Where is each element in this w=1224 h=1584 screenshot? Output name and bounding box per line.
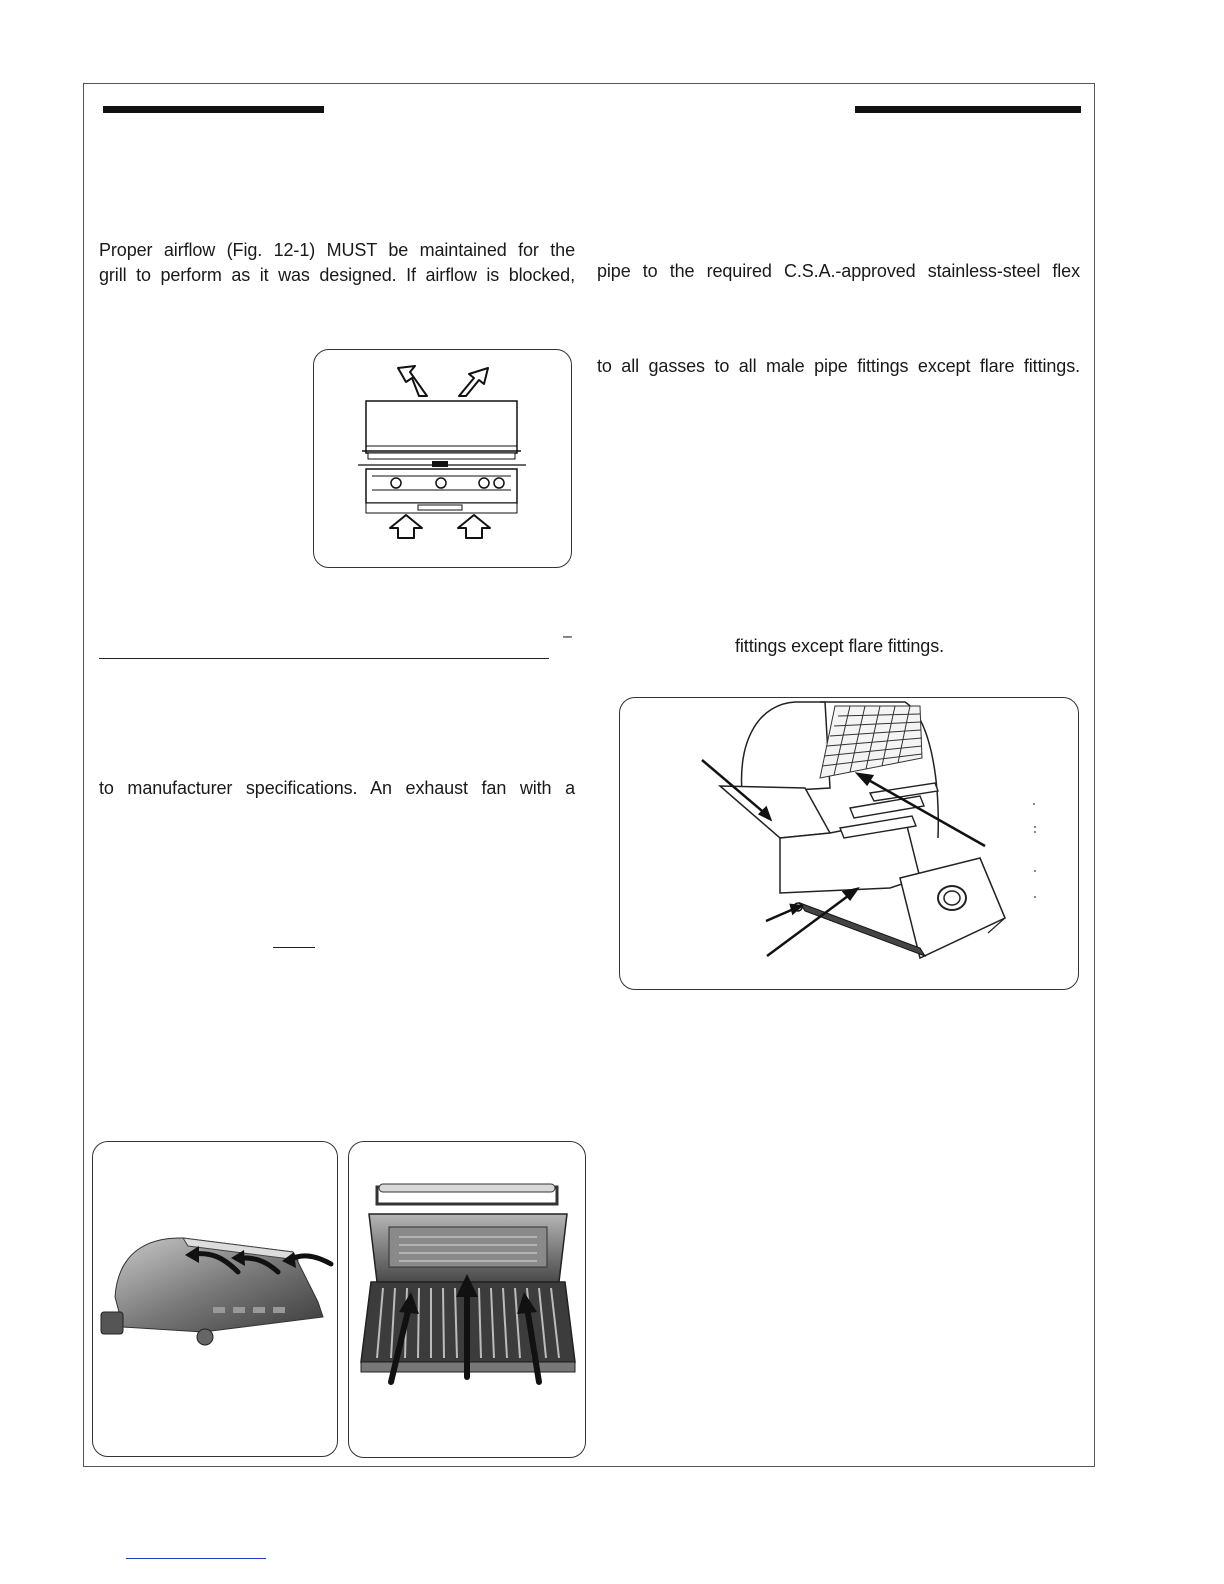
figure-airflow-diagram xyxy=(313,349,572,568)
figure-hood-airflow-photo xyxy=(92,1141,338,1457)
exhaust-arrow-left-icon xyxy=(398,366,427,396)
header-rule-left xyxy=(103,106,324,113)
hood-airflow-drawing xyxy=(93,1142,338,1457)
gasses-line: to all gasses to all male pipe fittings except flare fittings. xyxy=(597,356,1080,376)
flex-pipe-line: pipe to the required C.S.A.-approved stainless-steel flex xyxy=(597,261,1080,281)
gas-connection-drawing xyxy=(620,698,1079,990)
open-grill-drawing xyxy=(349,1142,586,1458)
intake-arrow-right-icon xyxy=(458,515,490,538)
separator-dash: – xyxy=(563,628,572,645)
knob-4-icon xyxy=(494,478,504,488)
intake-arrow-left-icon xyxy=(390,515,422,538)
separator-line xyxy=(99,658,549,659)
knob-1-icon xyxy=(391,478,401,488)
warming-rack-grid xyxy=(820,706,922,778)
exhaust-arrow-right-icon xyxy=(459,368,488,396)
knob-3-icon xyxy=(479,478,489,488)
figure-open-grill-photo xyxy=(348,1141,586,1458)
header-rule-right xyxy=(855,106,1081,113)
footer-link-underline xyxy=(126,1558,266,1559)
gas-flex-line xyxy=(800,903,925,956)
figure-gas-connection xyxy=(619,697,1079,990)
knob-2-icon xyxy=(436,478,446,488)
airflow-line-2: grill to perform as it was designed. If airflow is blocked, xyxy=(99,265,575,285)
short-underline xyxy=(273,947,315,948)
airflow-line-1: Proper airflow (Fig. 12-1) MUST be maintained for the xyxy=(99,240,575,260)
exhaust-fan-line: to manufacturer specifications. An exhaust fan with a xyxy=(99,778,575,798)
grill-hood xyxy=(366,401,517,453)
fittings-line: fittings except flare fittings. xyxy=(735,636,944,656)
airflow-diagram-drawing xyxy=(314,350,572,568)
